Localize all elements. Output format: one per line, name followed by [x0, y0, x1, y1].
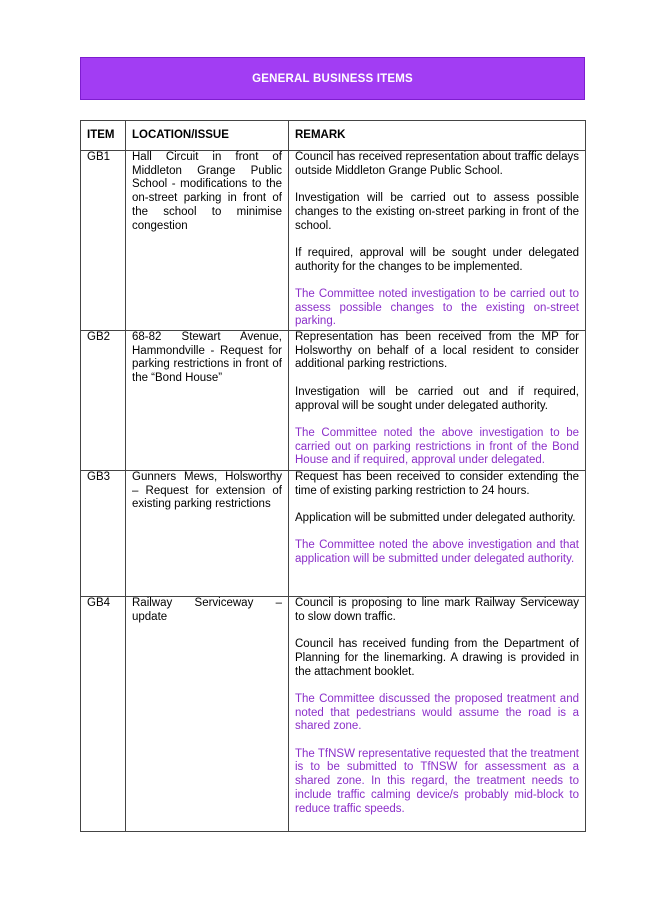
- remark-text: Council is proposing to line mark Railway Serviceway to slow down traffic.: [295, 597, 579, 623]
- remark-cell: [289, 597, 586, 832]
- remark-text: Council has received representation about traffic delays outside Middleton Grange Public School.: [295, 151, 579, 177]
- location-issue: 68-82 Stewart Avenue, Hammondville - Request for parking restrictions in front of the “Bond House”: [126, 331, 289, 471]
- column-header-item: ITEM: [81, 121, 126, 151]
- remark-cell: [289, 471, 586, 597]
- remark-text: Request has been received to consider extending the time of existing parking restriction to 24 hours.: [295, 471, 579, 497]
- remark-text: Investigation will be carried out to assess possible changes to the existing on-street parking in front of the school.: [295, 192, 579, 232]
- remark-text: Investigation will be carried out and if required, approval will be sought under delegated authority.: [295, 385, 579, 412]
- table-row: [81, 151, 586, 331]
- item-code: GB1: [81, 151, 126, 331]
- committee-note: The Committee noted the above investigation and that application will be submitted under delegated authority.: [295, 539, 579, 566]
- table-header-row: [81, 121, 586, 151]
- remark-text: Representation has been received from the MP for Holsworthy on behalf of a local resident to consider additional parking restrictions.: [295, 331, 579, 371]
- column-header-remark: REMARK: [289, 121, 586, 151]
- column-header-location: LOCATION/ISSUE: [126, 121, 289, 151]
- item-code: GB3: [81, 471, 126, 597]
- committee-note: The Committee noted the above investigation to be carried out on parking restrictions in front of the Bond House and if required, approval under delegated.: [295, 426, 579, 467]
- location-issue: Railway Serviceway – update: [126, 597, 289, 832]
- table-row: [81, 597, 586, 832]
- section-header-banner: [80, 57, 585, 100]
- committee-note: The TfNSW representative requested that the treatment is to be submitted to TfNSW for assessment as a shared zone. In this regard, the treatment needs to include traffic calming device/s probably mid-block to reduce traffic speeds.: [295, 747, 579, 815]
- item-code: GB2: [81, 331, 126, 471]
- remark-cell: [289, 151, 586, 331]
- remark-text: If required, approval will be sought under delegated authority for the changes to be implemented.: [295, 246, 579, 273]
- location-issue: Hall Circuit in front of Middleton Grange Public School - modifications to the on-street parking in front of the school to minimise congestion: [126, 151, 289, 331]
- table-row: [81, 471, 586, 597]
- general-business-table: [80, 120, 586, 832]
- location-issue: Gunners Mews, Holsworthy – Request for extension of existing parking restrictions: [126, 471, 289, 597]
- item-code: GB4: [81, 597, 126, 832]
- remark-text: Council has received funding from the Department of Planning for the linemarking. A drawing is provided in the attachment booklet.: [295, 638, 579, 678]
- table-row: [81, 331, 586, 471]
- remark-text: Application will be submitted under delegated authority.: [295, 512, 576, 525]
- committee-note: The Committee discussed the proposed treatment and noted that pedestrians would assume the road is a shared zone.: [295, 692, 579, 733]
- remark-cell: [289, 331, 586, 471]
- section-title: GENERAL BUSINESS ITEMS: [252, 72, 413, 85]
- committee-note: The Committee noted investigation to be carried out to assess possible changes to the existing on-street parking.: [295, 287, 579, 328]
